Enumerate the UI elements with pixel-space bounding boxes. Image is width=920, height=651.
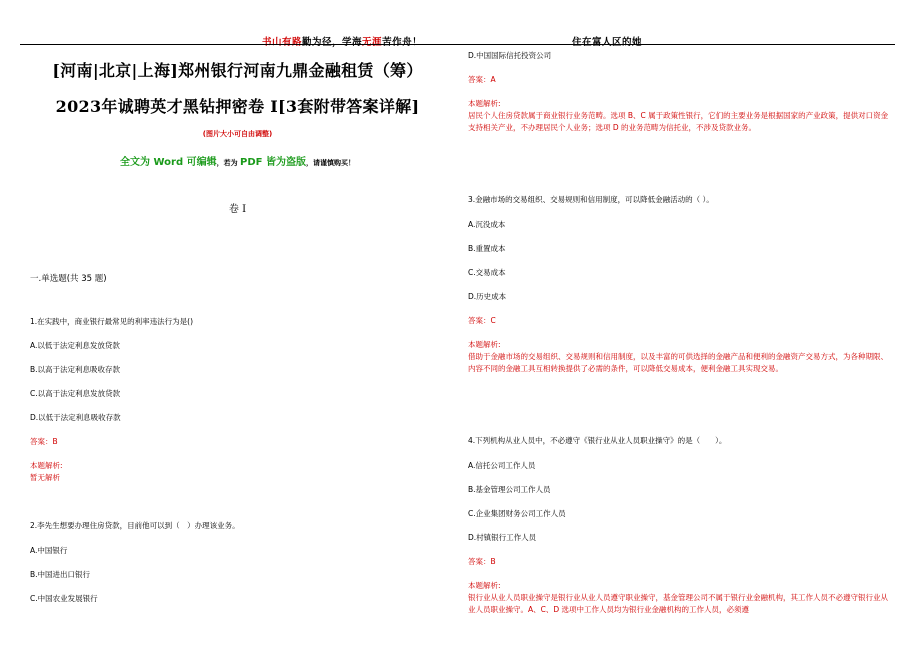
- slogan-part-3: 为径，学海: [312, 37, 363, 48]
- edit-note-pdf: PDF 皆为盗版: [240, 157, 306, 168]
- q4-stem: 4.下列机构从业人员中，不必遵守《银行业从业人员职业操守》的是（ ）。: [468, 436, 727, 445]
- q2-option-c: C.中国农业发展银行: [30, 594, 98, 603]
- q3-analysis: 借助于金融市场的交易组织、交易规则和信用制度，以及丰富的可供选择的金融产品和便利的金融资产交易方式，为各种期限、内容不同的金融工具互相转换提供了必需的条件，可以降低交易成本，便利金融工具实现交易。: [468, 352, 888, 373]
- q3-option-b: B.重置成本: [468, 244, 506, 253]
- q3-option-d: D.历史成本: [468, 292, 507, 301]
- q1-stem: 1.在实践中，商业银行最常见的利率违法行为是(): [30, 317, 194, 326]
- q4-option-d: D.村镇银行工作人员: [468, 533, 537, 542]
- q4-option-a: A.信托公司工作人员: [468, 461, 536, 470]
- q1-option-a: A.以低于法定利息发放贷款: [30, 341, 120, 350]
- doc-title-line-2: 2023年诚聘英才黑钻押密卷 I[3套附带答案详解]: [55, 97, 420, 116]
- q1-option-d: D.以低于法定利息吸收存款: [30, 413, 121, 422]
- q3-analysis-title: 本题解析:: [468, 340, 501, 349]
- q4-analysis: 银行业从业人员职业操守是银行业从业人员遵守职业操守，基金管理公司不属于银行业金融机构，其工作人员不必遵守银行业从业人员职业操守。A、C、D 选项中工作人员均为银行业金融机构的工作人员，必须遵: [468, 593, 888, 614]
- edit-note-warning: ，请谨慎购买！: [306, 159, 355, 167]
- slogan-part-4: 无涯: [362, 37, 383, 48]
- q3-answer: 答案：C: [468, 316, 496, 325]
- q1-answer: 答案：B: [30, 437, 58, 446]
- size-note: (图片大小可自由调整): [202, 130, 273, 138]
- q4-option-b: B.基金管理公司工作人员: [468, 485, 551, 494]
- slogan-part-2: 勤: [302, 37, 313, 48]
- q2-stem: 2.李先生想要办理住房贷款，目前他可以到（ ）办理该业务。: [30, 521, 240, 530]
- q4-answer: 答案：B: [468, 557, 496, 566]
- edit-note: [30, 153, 445, 168]
- header-rule: [20, 44, 895, 45]
- q1-analysis-title: 本题解析:: [30, 461, 63, 470]
- q2-answer: 答案：A: [468, 75, 496, 84]
- q3-stem: 3.金融市场的交易组织、交易规则和信用制度，可以降低金融活动的（ ）。: [468, 195, 714, 204]
- q4-option-c: C.企业集团财务公司工作人员: [468, 509, 566, 518]
- q2-analysis-title: 本题解析:: [468, 99, 501, 108]
- edit-note-sep: ，若为: [216, 159, 241, 167]
- q3-option-a: A.沉没成本: [468, 220, 506, 229]
- doc-title-line-1: [河南|北京|上海]郑州银行河南九鼎金融租赁（筹）: [52, 61, 423, 80]
- q2-analysis: 居民个人住房贷款属于商业银行业务范畴。选项 B、C 属于政策性银行，它们的主要业务是根据国家的产业政策，提供对口资金支持相关产业，不办理居民个人业务；选项 D 的业务范畴为信托业，不涉及贷款业务。: [468, 111, 889, 132]
- header-right-text: 住在富人区的她: [572, 37, 643, 48]
- q2-option-a: A.中国银行: [30, 546, 68, 555]
- edit-note-word: 全文为 Word 可编辑: [120, 157, 217, 168]
- header-slogan: [262, 34, 422, 48]
- q2-option-b: B.中国进出口银行: [30, 570, 91, 579]
- q3-option-c: C.交易成本: [468, 268, 506, 277]
- volume-label: 卷 I: [228, 204, 247, 215]
- q1-analysis: 暂无解析: [30, 473, 60, 482]
- slogan-part-1: 书山有路: [262, 37, 303, 48]
- section-heading: 一.单选题(共 35 题): [30, 274, 107, 284]
- slogan-part-5: 苦作舟！: [382, 37, 423, 48]
- q4-analysis-title: 本题解析:: [468, 581, 501, 590]
- q1-option-b: B.以高于法定利息吸收存款: [30, 365, 121, 374]
- q2-option-d: D.中国国际信托投资公司: [468, 51, 552, 60]
- q1-option-c: C.以高于法定利息发放贷款: [30, 389, 121, 398]
